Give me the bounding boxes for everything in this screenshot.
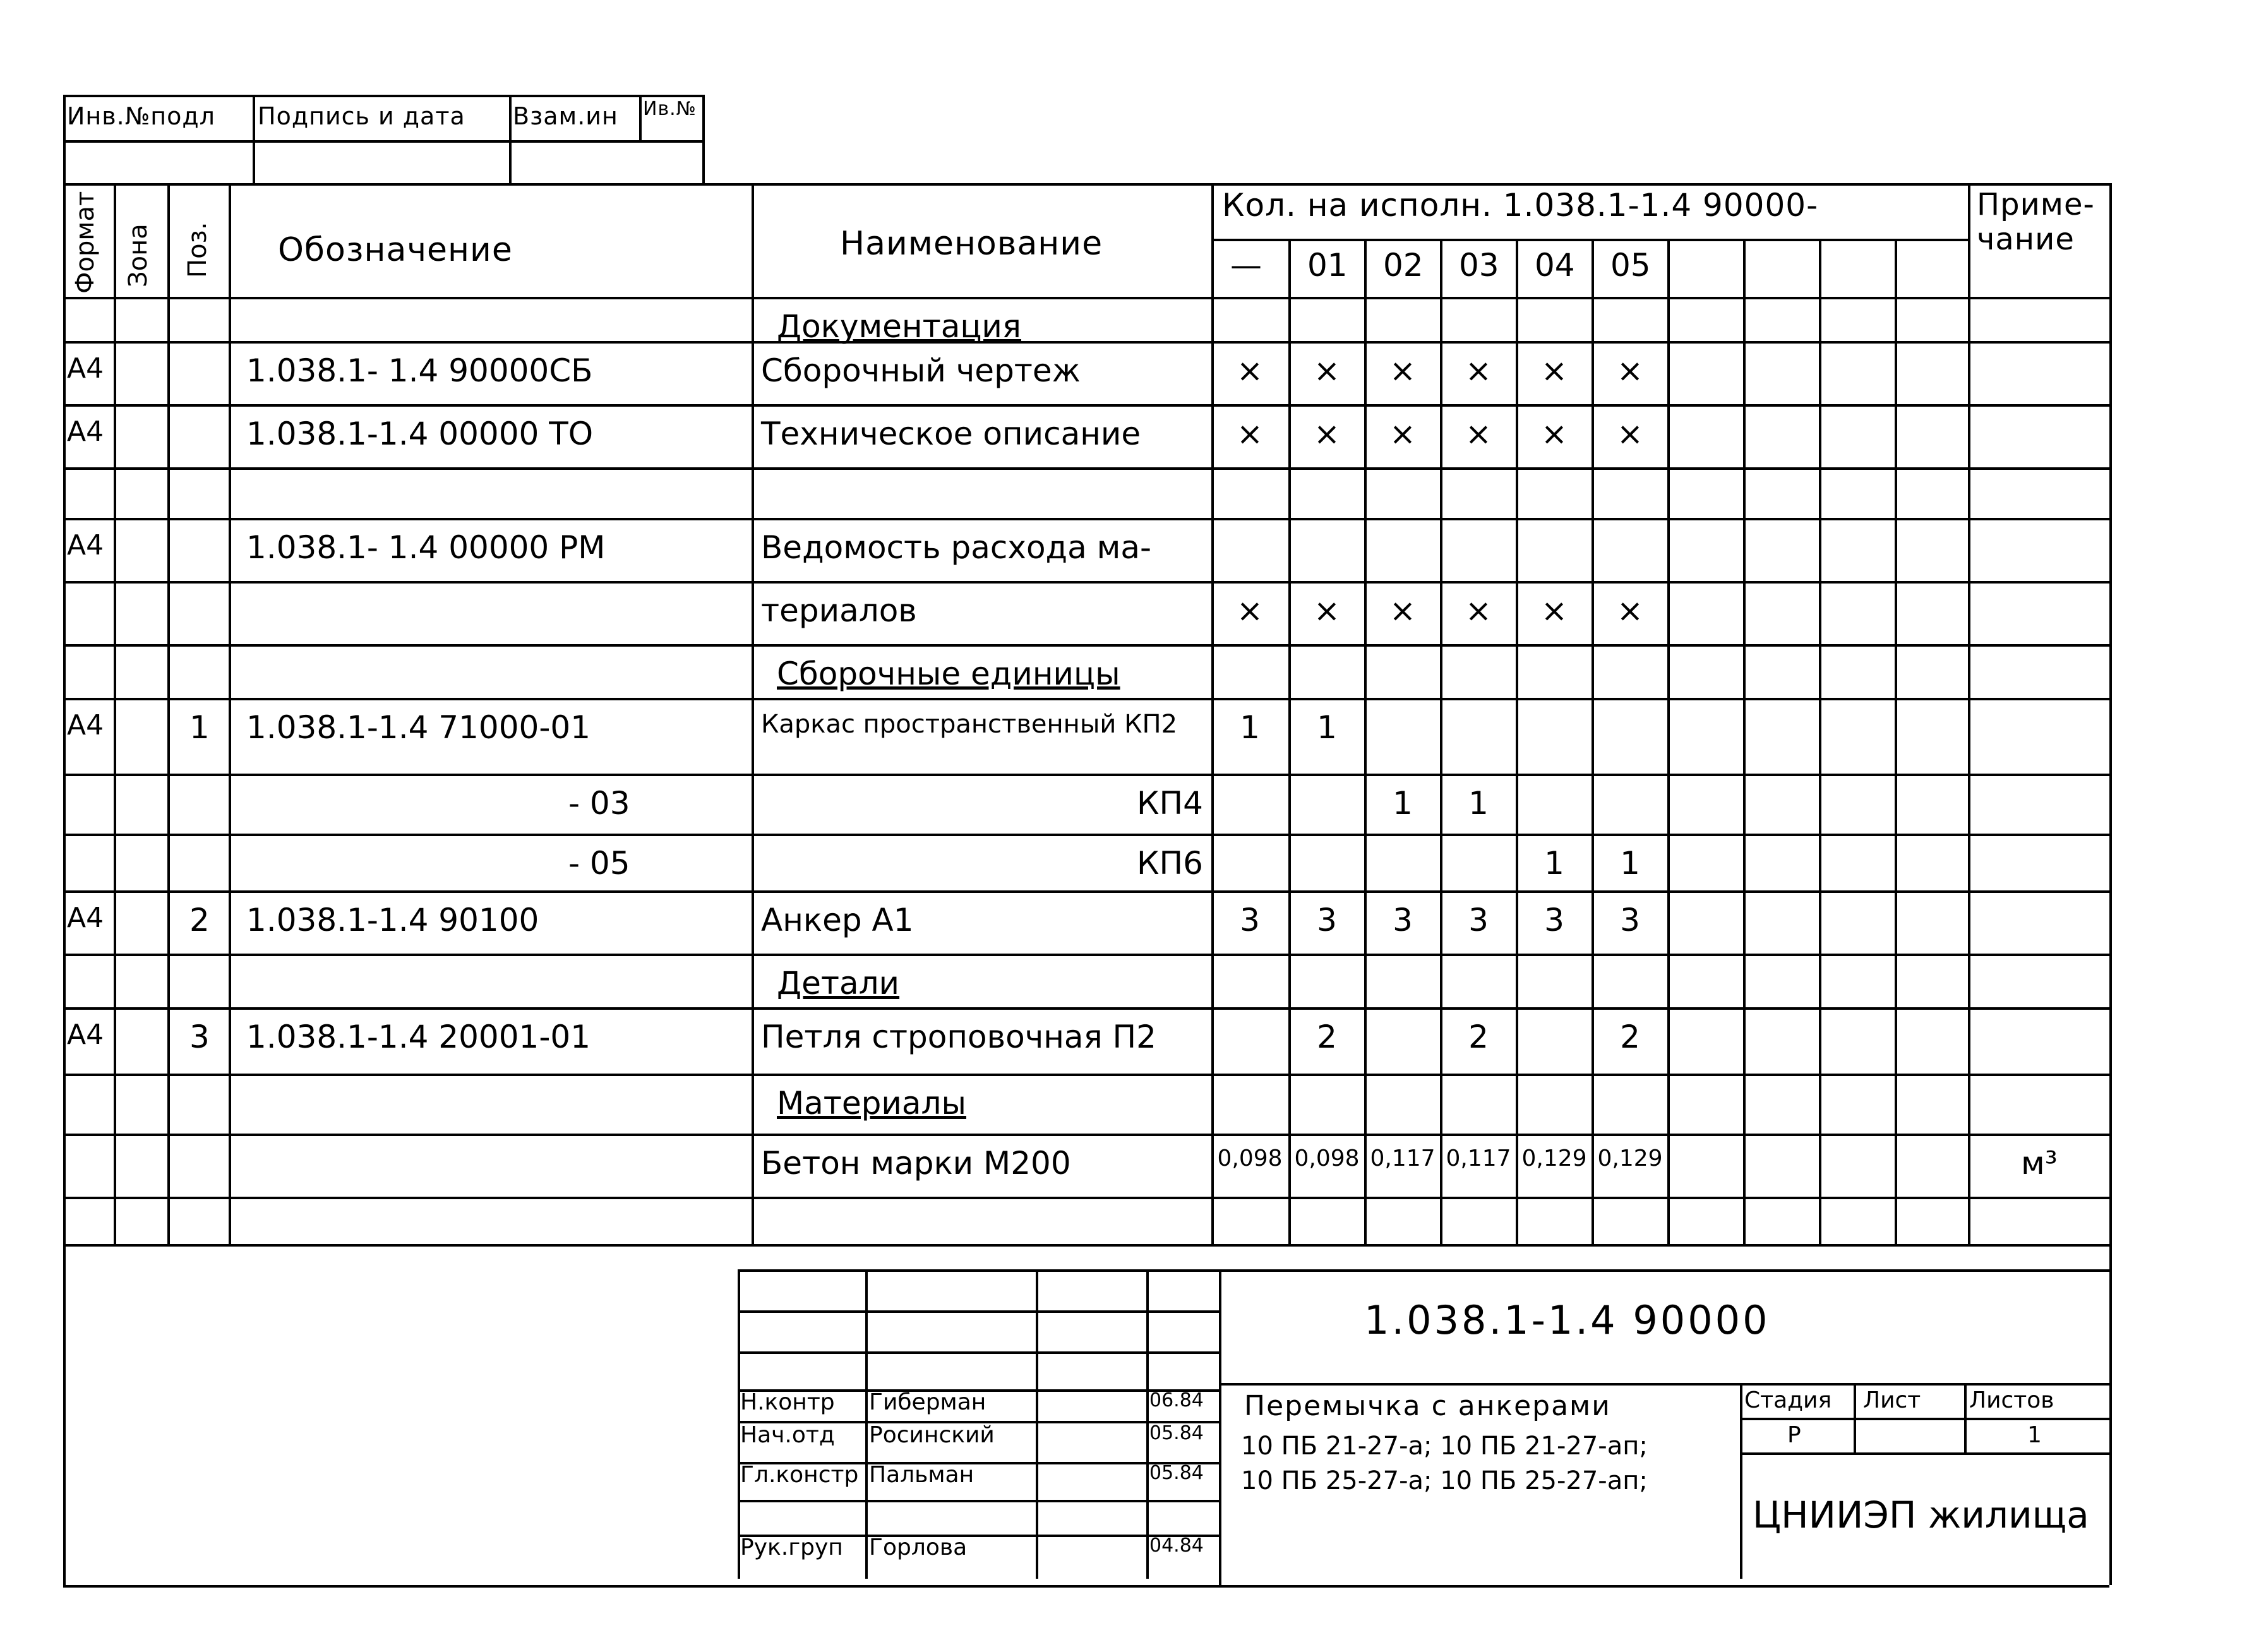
signer-name: Пальман	[869, 1462, 974, 1488]
row-qty-cell: 2	[1620, 1019, 1640, 1055]
row-qty-cell: 3	[1317, 902, 1337, 938]
row-qty-cell: ×	[1617, 592, 1643, 629]
sheet-label: Лист	[1863, 1387, 1921, 1413]
row-format: А4	[67, 529, 104, 561]
row-qty-cell: ×	[1237, 416, 1263, 452]
stage-label: Стадия	[1744, 1387, 1832, 1413]
row-format: А4	[67, 416, 104, 448]
row-qty-cell: ×	[1389, 352, 1416, 389]
variant-header: 01	[1307, 247, 1348, 284]
row-qty-cell: 0,098	[1217, 1146, 1283, 1171]
row-qty-cell: 1	[1317, 709, 1337, 746]
row-name: Техническое описание	[761, 416, 1141, 452]
row-qty-cell: ×	[1617, 416, 1643, 452]
header-note-1: Приме-	[1977, 187, 2095, 222]
header-position: Поз.	[183, 222, 212, 278]
row-qty-cell: ×	[1541, 352, 1568, 389]
row-qty-cell: 0,098	[1294, 1146, 1360, 1171]
variant-header: 05	[1610, 247, 1651, 284]
header-qty-per-variant: Кол. на исполн. 1.038.1-1.4 90000-	[1222, 187, 1819, 224]
signer-role: Нач.отд	[740, 1422, 835, 1448]
stage-value: Р	[1787, 1422, 1801, 1448]
row-qty-cell: 0,129	[1597, 1146, 1663, 1171]
row-designation: - 05	[568, 845, 630, 882]
row-qty-cell: ×	[1541, 416, 1568, 452]
header-note-2: чание	[1977, 222, 2075, 257]
row-designation: 1.038.1- 1.4 90000СБ	[246, 352, 593, 389]
row-position: 3	[189, 1019, 210, 1055]
sheets-label: Листов	[1969, 1387, 2054, 1413]
title-line-2: 10 ПБ 21-27-а; 10 ПБ 21-27-ап;	[1241, 1432, 1648, 1461]
row-position: 2	[189, 902, 210, 938]
row-designation: 1.038.1- 1.4 00000 РМ	[246, 529, 606, 566]
row-qty-cell: ×	[1314, 352, 1340, 389]
row-qty-cell: ×	[1237, 352, 1263, 389]
organization-name: ЦНИИЭП жилища	[1753, 1493, 2089, 1536]
header-designation: Обозначение	[278, 231, 513, 269]
row-qty-cell: 3	[1468, 902, 1489, 938]
row-qty-cell: ×	[1314, 416, 1340, 452]
header-name: Наименование	[840, 225, 1103, 263]
sheets-value: 1	[2027, 1422, 2042, 1448]
variant-header: 04	[1535, 247, 1575, 284]
signer-date: 05.84	[1149, 1462, 1204, 1484]
row-designation: 1.038.1-1.4 00000 ТО	[246, 416, 594, 452]
row-name: Анкер А1	[761, 902, 914, 938]
title-line-1: Перемычка с анкерами	[1244, 1390, 1611, 1422]
row-qty-cell: 2	[1468, 1019, 1489, 1055]
signer-date: 05.84	[1149, 1422, 1204, 1444]
row-qty-cell: ×	[1237, 592, 1263, 629]
row-qty-cell: 1	[1468, 785, 1489, 822]
stamp-inv-podl: Инв.№подл	[67, 102, 215, 130]
signer-name: Гиберман	[869, 1389, 986, 1415]
row-name: КП4	[1137, 785, 1203, 822]
row-qty-cell: 1	[1544, 845, 1564, 882]
row-name: Каркас пространственный КП2	[761, 710, 1178, 739]
signer-role: Гл.констр	[740, 1462, 859, 1488]
row-qty-cell: 1	[1393, 785, 1413, 822]
row-name: Бетон марки М200	[761, 1145, 1071, 1182]
row-qty-cell: 3	[1393, 902, 1413, 938]
row-name: Сборочные единицы	[777, 655, 1120, 692]
row-qty-cell: ×	[1617, 352, 1643, 389]
signer-date: 06.84	[1149, 1389, 1204, 1411]
row-format: А4	[67, 709, 104, 741]
row-position: 1	[189, 709, 210, 746]
row-qty-cell: 3	[1620, 902, 1640, 938]
row-qty-cell: ×	[1389, 416, 1416, 452]
variant-header: 02	[1383, 247, 1424, 284]
row-name: териалов	[761, 592, 917, 629]
row-qty-cell: 3	[1240, 902, 1260, 938]
row-qty-cell: 3	[1544, 902, 1564, 938]
row-name: Материалы	[777, 1085, 966, 1122]
title-line-3: 10 ПБ 25-27-а; 10 ПБ 25-27-ап;	[1241, 1466, 1648, 1495]
row-qty-cell: 2	[1317, 1019, 1337, 1055]
row-format: А4	[67, 902, 104, 934]
row-qty-cell: ×	[1465, 592, 1492, 629]
row-qty-cell: ×	[1541, 592, 1568, 629]
row-qty-cell: ×	[1465, 416, 1492, 452]
signer-role: Рук.груп	[740, 1535, 843, 1560]
stamp-signature-date: Подпись и дата	[258, 102, 465, 130]
stamp-replaced-inv: Взам.ин	[513, 102, 618, 130]
row-qty-cell: 1	[1620, 845, 1640, 882]
stamp-inv-no: Ив.№	[643, 98, 697, 120]
row-name: Петля строповочная П2	[761, 1019, 1156, 1055]
row-qty-cell: 0,129	[1521, 1146, 1587, 1171]
header-zone: Зона	[124, 224, 153, 287]
row-qty-cell: 0,117	[1446, 1146, 1511, 1171]
header-format: Формат	[71, 191, 100, 294]
signer-name: Горлова	[869, 1535, 968, 1560]
signer-date: 04.84	[1149, 1535, 1204, 1557]
row-name: Детали	[777, 965, 900, 1002]
variant-header: —	[1230, 247, 1262, 284]
row-qty-cell: ×	[1314, 592, 1340, 629]
variant-header: 03	[1459, 247, 1499, 284]
row-name: КП6	[1137, 845, 1203, 882]
row-name: Ведомость расхода ма-	[761, 529, 1152, 566]
row-designation: 1.038.1-1.4 20001-01	[246, 1019, 591, 1055]
row-designation: - 03	[568, 785, 630, 822]
row-qty-cell: ×	[1389, 592, 1416, 629]
row-qty-cell: ×	[1465, 352, 1492, 389]
row-designation: 1.038.1-1.4 90100	[246, 902, 539, 938]
row-qty-cell: 0,117	[1370, 1146, 1436, 1171]
row-name: Документация	[777, 308, 1021, 345]
row-note: м³	[2021, 1145, 2058, 1182]
signer-role: Н.контр	[740, 1389, 835, 1415]
signer-name: Росинский	[869, 1422, 995, 1448]
row-format: А4	[67, 352, 104, 385]
row-name: Сборочный чертеж	[761, 352, 1081, 389]
row-qty-cell: 1	[1240, 709, 1260, 746]
document-designation: 1.038.1-1.4 90000	[1364, 1297, 1770, 1343]
row-format: А4	[67, 1019, 104, 1051]
row-designation: 1.038.1-1.4 71000-01	[246, 709, 591, 746]
